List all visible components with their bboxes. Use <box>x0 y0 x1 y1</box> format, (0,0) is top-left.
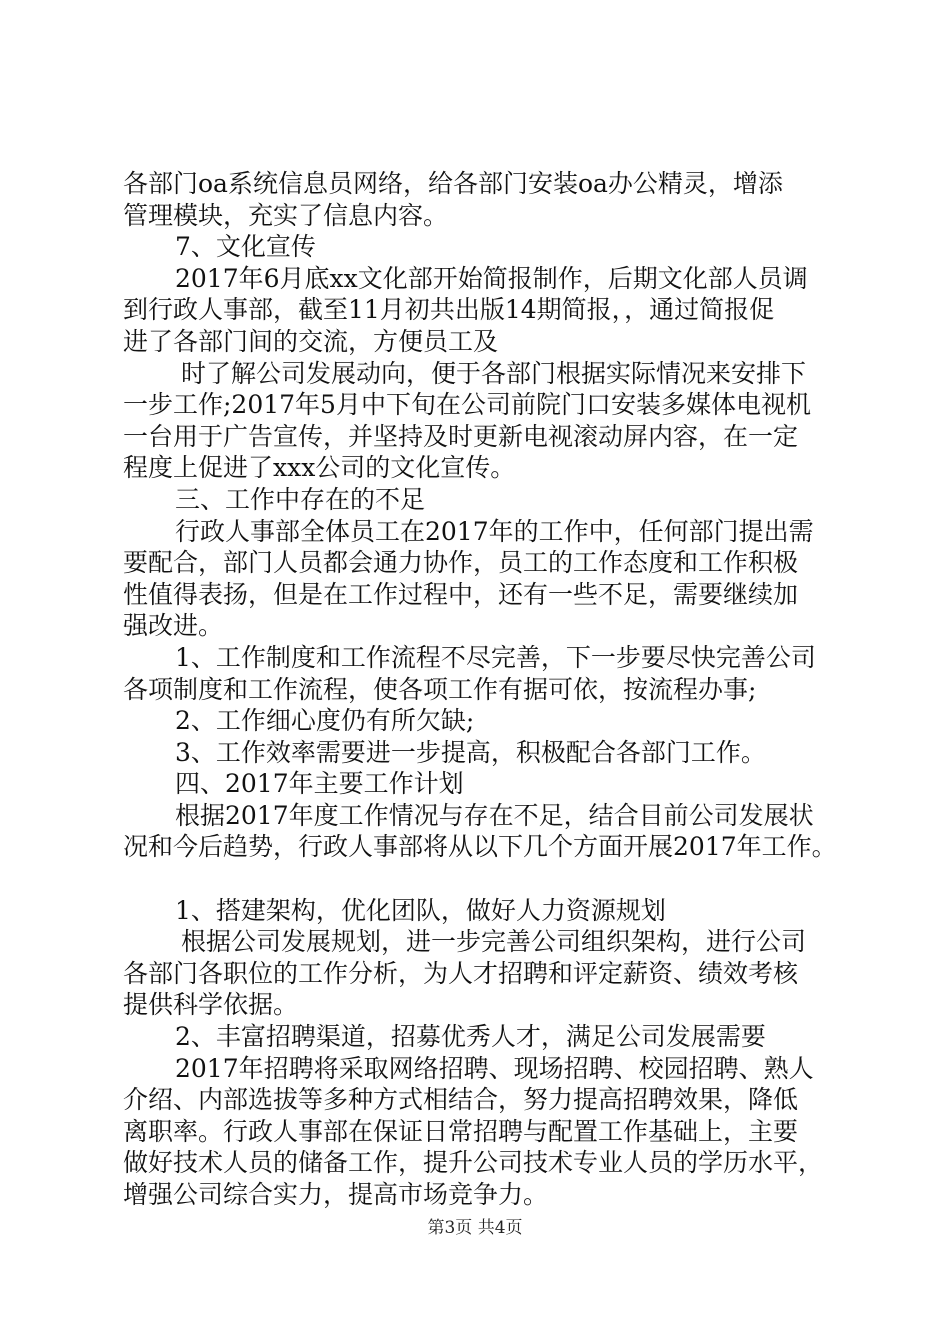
paragraph-line: 一步工作;2017年5月中下旬在公司前院门口安装多媒体电视机 <box>123 390 811 420</box>
list-item: 3、工作效率需要进一步提高，积极配合各部门工作。 <box>175 737 766 767</box>
paragraph-line: 各部门各职位的工作分析，为人才招聘和评定薪资、绩效考核 <box>123 958 799 988</box>
paragraph-line: 根据2017年度工作情况与存在不足，结合目前公司发展状 <box>175 800 814 830</box>
subsection-heading: 2、丰富招聘渠道，招募优秀人才，满足公司发展需要 <box>175 1022 766 1052</box>
paragraph-line: 一台用于广告宣传，并坚持及时更新电视滚动屏内容，在一定 <box>123 421 799 451</box>
paragraph-line: 介绍、内部选拔等多种方式相结合，努力提高招聘效果，降低 <box>123 1085 799 1115</box>
paragraph-line: 况和今后趋势，行政人事部将从以下几个方面开展2017年工作。 <box>123 832 837 862</box>
paragraph-line: 行政人事部全体员工在2017年的工作中，任何部门提出需 <box>175 516 814 546</box>
list-item: 2、工作细心度仍有所欠缺; <box>175 706 475 736</box>
paragraph-line: 到行政人事部，截至11月初共出版14期简报，，通过简报促 <box>123 295 775 325</box>
list-item: 1、工作制度和工作流程不尽完善，下一步要尽快完善公司 <box>175 642 816 672</box>
paragraph-line: 做好技术人员的储备工作，提升公司技术专业人员的学历水平， <box>123 1148 824 1178</box>
paragraph-line: 2017年6月底xx文化部开始简报制作，后期文化部人员调 <box>175 263 808 293</box>
paragraph-line: 各项制度和工作流程，使各项工作有据可依，按流程办事; <box>123 674 757 704</box>
section-heading: 7、文化宣传 <box>175 232 316 262</box>
document-body <box>123 168 835 1211</box>
paragraph-line: 离职率。行政人事部在保证日常招聘与配置工作基础上，主要 <box>123 1116 799 1146</box>
section-heading: 四、2017年主要工作计划 <box>175 769 464 799</box>
paragraph-line: 进了各部门间的交流，方便员工及 <box>123 326 499 356</box>
paragraph-line: 管理模块，充实了信息内容。 <box>123 200 449 230</box>
paragraph-line: 要配合，部门人员都会通力协作，员工的工作态度和工作积极 <box>123 548 799 578</box>
paragraph-line: 各部门oa系统信息员网络，给各部门安装oa办公精灵，增添 <box>123 169 783 198</box>
section-heading: 三、工作中存在的不足 <box>175 484 426 514</box>
paragraph-line: 增强公司综合实力，提高市场竞争力。 <box>123 1180 549 1209</box>
paragraph-line: 根据公司发展规划，进一步完善公司组织架构，进行公司 <box>181 927 807 957</box>
paragraph-line: 2017年招聘将采取网络招聘、现场招聘、校园招聘、熟人 <box>175 1053 814 1083</box>
blank-line <box>123 863 835 895</box>
paragraph-line: 程度上促进了xxx公司的文化宣传。 <box>123 453 516 483</box>
paragraph-line: 性值得表扬，但是在工作过程中，还有一些不足，需要继续加 <box>123 579 799 609</box>
paragraph-line: 时了解公司发展动向，便于各部门根据实际情况来安排下 <box>181 358 807 388</box>
page-number-footer: 第3页 共4页 <box>427 1218 523 1238</box>
subsection-heading: 1、搭建架构，优化团队，做好人力资源规划 <box>175 895 666 925</box>
paragraph-line: 提供科学依据。 <box>123 990 299 1020</box>
paragraph-line: 强改进。 <box>123 611 224 641</box>
